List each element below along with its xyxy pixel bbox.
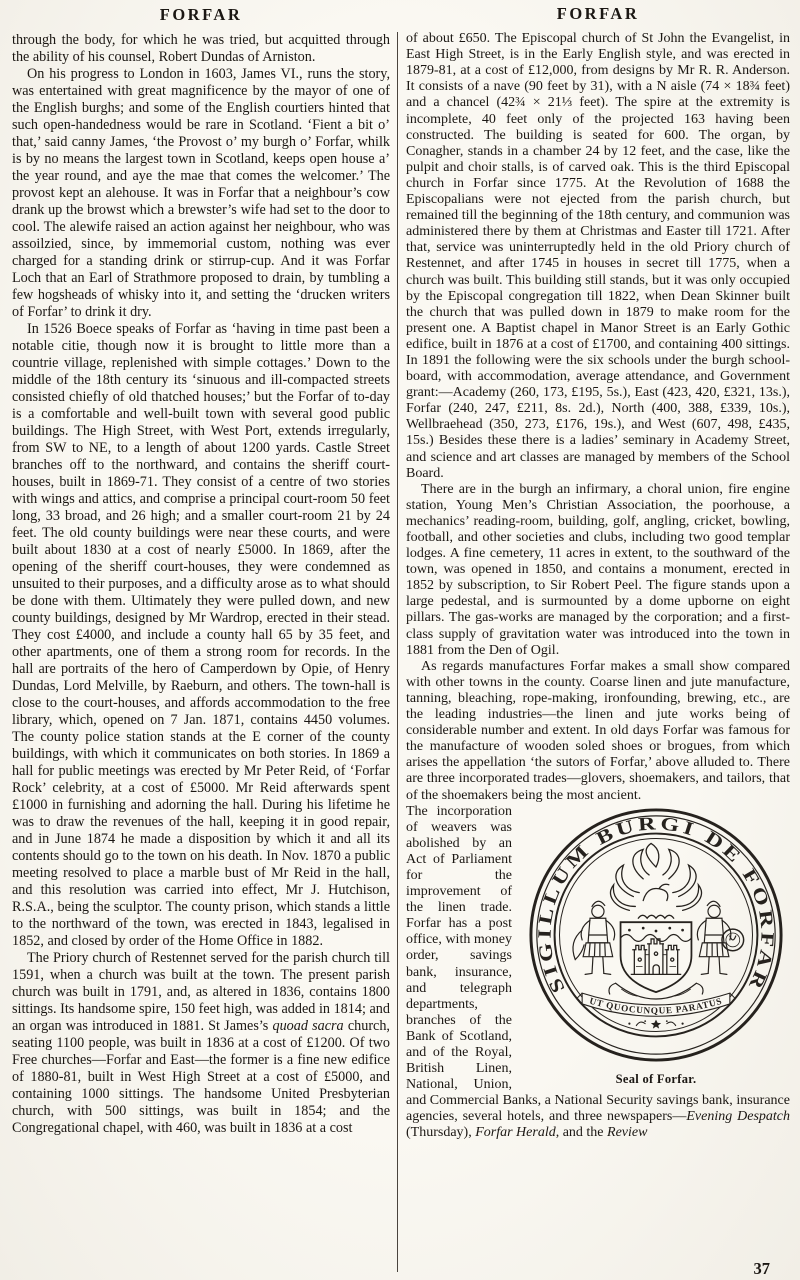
paragraph [12,950,390,1137]
text-run: As regards manufactures Forfar makes a small show compared with other towns in the county. Coarse linen and jute manufacture, tanning, bleaching, rope-making, ironfounding, brewing, etc., are the leading industries—the linen and jute works being of considerable number and extent. In old days Forfar was famous for the manufacture of wooden soled shoes or brogues, from which arises the appellation ‘the sutors of Forfar,’ above alluded to. There are three incorporated trades—glovers, shoemakers, and tailors, that of the shoemakers being the most ancient. [406,658,790,803]
italic-text-run: Evening Despatch [686,1109,791,1125]
text-run: , and the [555,1125,608,1141]
text-run: On his progress to London in 1603, James VI., runs the story, was entertained with great magnificence by the mayor of one of the English burghs; and some of the English courtiers hinted that such open-handedness would be rare in Scotland. ‘Fient a bit o’ that,’ said canny James, ‘the Provost o’ my burgh o’ Forfar, whilk is by no means the largest town in Scotland, keeps open house a’ the year round, and aye the mae that comes the welcomer.’ The provost kept an alehouse. It was in Forfar that a neighbour’s cow drank up the browst which a brewster’s wife had set to the door to cool. The alewife raised an action against her neighbour, who was assoilzied, since, by immemorial custom, nothing was ever charged for a standing drink or stirrup-cup. And it was Forfar Loch that an Earl of Strathmore proposed to drain, by tumbling a few hogsheads of whisky into it, and setting the ‘drucken writers of Forfar’ to drink it dry. [12,66,390,320]
column-divider [397,32,398,1272]
seal-crest-mantling [611,843,702,918]
right-supporter-figure [697,901,743,974]
left-supporter-figure [573,901,615,974]
paragraph [12,32,390,66]
seal-star-icon [628,1019,683,1028]
text-run: of about £650. The Episcopal church of St John the Evangelist, in East High Street, is in the Early English style, and was erected in 1879-81, at a cost of £12,000, from designs by Mr R. R. Anderson. It consists of a nave (90 feet by 31), with a N aisle (74 × 18¾ feet) and a chancel (42¾ × 21⅓ feet). The spire at the extremity is incomplete, 40 feet only of the projected 163 having been constructed. The building is seated for 600. The organ, by Conagher, stands in a chamber 24 by 12 feet, and the case, like the pulpit and choir stalls, is of carved oak. This is the third Episcopal church in Forfar since 1775. At the Revolution of 1688 the Episcopalians were not ejected from the parish church, but remained till the beginning of the 18th century, and communion was administered there by them at Christmas and Easter till 1721. After that, service was uninterruptedly held in the old Priory church of Restennet, and after 1745 in houses in secret till 1775, when a church was built. This building still stands, but it was only occupied by the Episcopal congregation till 1822, when Dean Skinner built the church that was pulled down in 1879 to make room for the present one. A Baptist chapel in Manor Street is an Early Gothic edifice, built in 1876 at a cost of £1700, and containing 400 sittings. In 1891 the following were the six schools under the burgh school-board, with accommodation, average attendance, and Government grant:—Academy (260, 173, £195, 5s.), East (423, 420, £321, 13s.), Forfar (240, 247, £211, 8s. 2d.), North (400, 388, £339, 10s.), Wellbraehead (350, 273, £176, 19s.), and West (607, 498, £435, 15s.) Besides these there is a ladies’ seminary in Academy Street, and science and art classes are managed by members of the School Board. [406,31,790,481]
paragraph [12,66,390,321]
seal-of-forfar-illustration [527,806,785,1064]
page-number: 37 [753,1259,770,1278]
italic-text-run: Forfar Herald [475,1125,556,1141]
running-head-right: FORFAR [556,4,640,23]
paragraph [406,659,790,804]
seal-figure [522,806,790,1087]
text-run: church, seating 1100 people, was built in 1836 at a cost of £1200. Of two Free churches—Forfar and East—the former is a fine new edifice of 1880-81, built in West High Street at a cost of £5000, and containing 1000 sittings. The handsome United Presbyterian church, with 500 sittings, was built in 1854; and the Congregational chapel, with 460, was built in 1836 at a cost [12,1018,390,1136]
italic-text-run: Review [607,1125,648,1141]
seal-ring-text: SIGILLUM BURGI DE FORFAR [534,812,778,996]
text-run: (Thursday), [406,1125,476,1141]
seal-caption: Seal of Forfar. [615,1071,697,1086]
running-head-left: FORFAR [159,5,243,24]
paragraph [406,31,790,482]
text-run: through the body, for which he was tried, but acquitted through the ability of his counsel, Robert Dundas of Arniston. [12,32,390,65]
seal-crest-lion [643,884,669,900]
paragraph-with-seal [406,804,790,1142]
seal-torse [638,915,673,918]
seal-shield [621,922,692,992]
text-run: The Priory church of Restennet served for the parish church till 1591, when a church was built at the town. The present parish church was built in 1791, and, as altered in 1836, contains 1800 sittings. Its handsome spire, 150 feet high, was added in 1814; and an organ was introduced in 1881. St James’s [12,950,390,1034]
paragraph [12,321,390,950]
text-run: In 1526 Boece speaks of Forfar as ‘having in time past been a notable citie, though now it is brought to little more than a countrie village, replenished with simple cottages.’ Down to the middle of the 18th century its ‘sinuous and ill-compacted streets consisted chiefly of old thatched houses;’ but the Forfar of to-day is a comfortable and well-built town with several good public buildings. The High Street, with West Port, extends irregularly, from SW to NE, to a length of about 1200 yards. Castle Street branches off to the northward, and contains the sheriff court-houses, built in 1869-71. They consist of a centre of two stories with wings and attics, and comprise a principal court-room 50 feet long, 33 broad, and 26 high; and a smaller court-room 21 by 24 feet. The old county buildings were near these courts, and were built about 1830 at a cost of nearly £5000. In 1869, after the opening of the sheriff court-houses, they were condemned as unsuited to their purposes, and a difficulty arose as to what should be done with them. Ultimately they were pulled down, and new county buildings, designed by Mr Wardrop, erected in their stead. They cost £4000, and include a county hall 65 by 35 feet, and other apartments, one of them a strong room for records. In the hall are portraits of the hero of Camperdown by Opie, of Henry Dundas, Lord Melville, by Raeburn, and others. The town-hall is close to the court-houses, and affords accommodation to the free library, which, opened on 7 Jan. 1871, contains 4450 volumes. The county police station stands at the E corner of the county buildings, with which it communicates on both stories. In 1869 a hall for public meetings was erected by Mr Peter Reid, of ‘Forfar Rock’ celebrity, at a cost of £5000. Mr Reid afterwards spent £1000 in furnishing and adorning the hall. During his lifetime he was to draw the revenues of the hall, keeping it in good repair, and in June 1874 he made a disposition by which it and all its contents should go to the town on his death. In Nov. 1870 a public meeting resolved to place a marble bust of Mr Reid in the hall, and this resolution was carried into effect, Mr J. Hutchison, R.S.A., being the sculptor. The county prison, which stands a little to the northward of the town, was erected in 1843, legalised in 1852, and closed by order of the Home Office in 1882. [12,321,390,949]
right-column [406,6,790,1142]
italic-text-run: quoad sacra [272,1018,344,1034]
text-run: The incorporation of weavers was abolished by an Act of Parliament for the improvement of the linen trade. Forfar has a post office, with money order, savings bank, insurance, and telegraph departments, branches of the Bank of Scotland, and of the Royal, British Linen, National, Union, and Commercial Banks, a National Security savings bank, insurance agencies, several hotels, and three newspapers— [406,803,790,1125]
left-column [12,6,390,1137]
text-run: There are in the burgh an infirmary, a choral union, fire engine station, Young Men’s Christian Association, the poorhouse, a mechanics’ reading-room, building, golf, angling, cricket, bowling, football, and other societies and clubs, including two good templar lodges. A fine cemetery, 11 acres in extent, to the southward of the town, was opened in 1850, and contains a monument, erected in 1852 by subscription, to Sir Robert Peel. The figure stands upon a large pedestal, and is surmounted by a dome upborne on eight pillars. The gas-works are managed by the corporation; and a first-class supply of gravitation water was introduced into the town in 1881 from the Den of Ogil. [406,481,790,658]
paragraph [406,482,790,659]
seal-motto: UT QUOCUNQUE PARATUS [588,996,724,1017]
